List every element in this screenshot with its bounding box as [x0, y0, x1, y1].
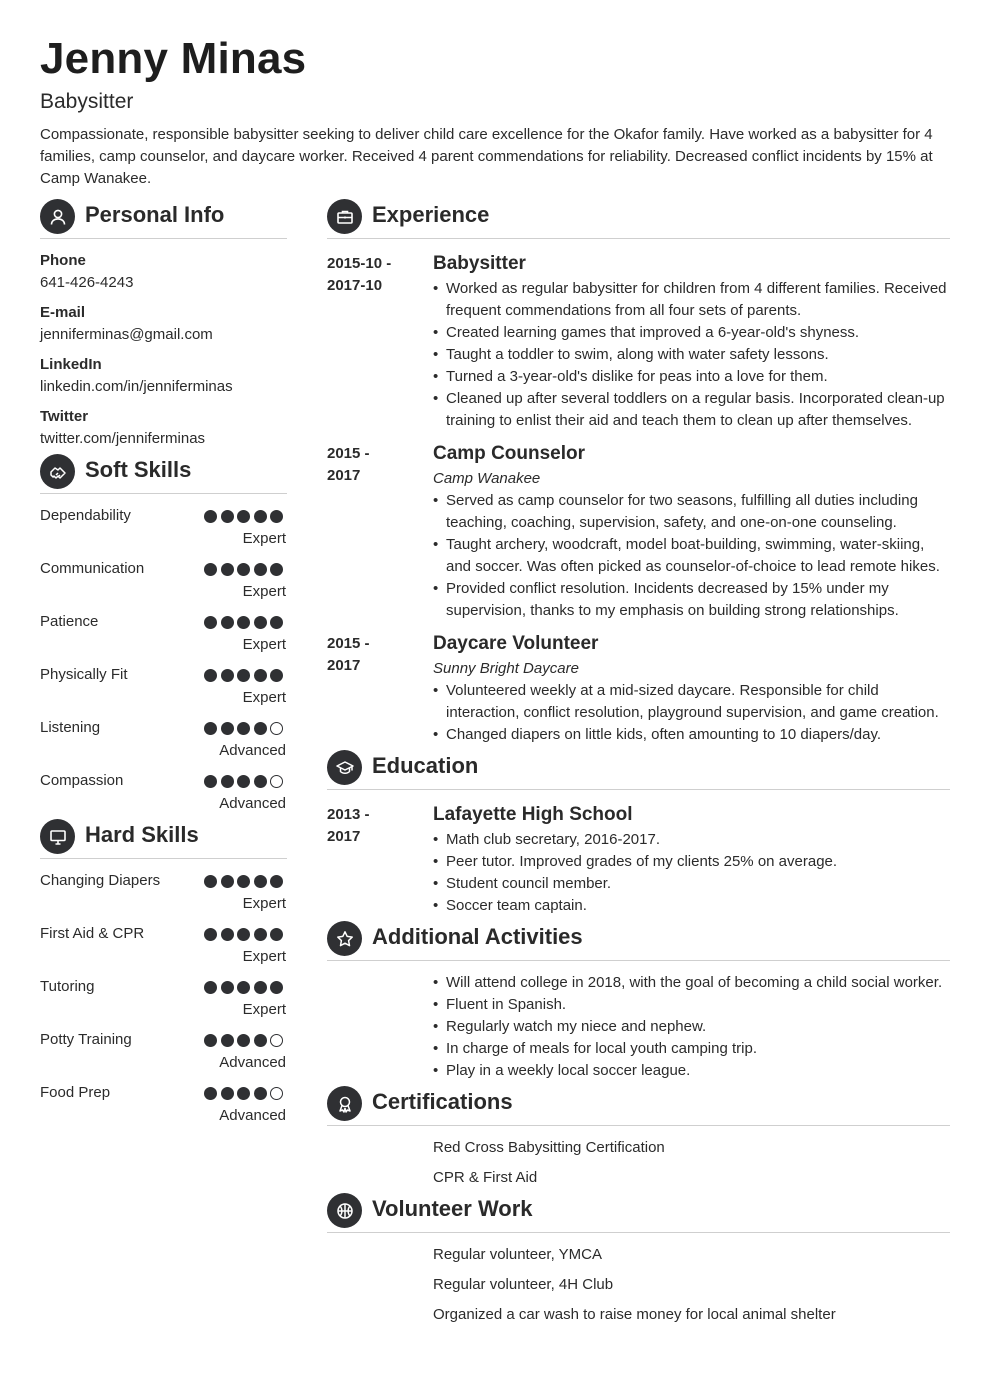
list-item: • In charge of meals for local youth camping trip. [433, 1038, 953, 1060]
phone-label: Phone [40, 252, 86, 269]
list-item: • Worked as regular babysitter for children from 4 different families. Received frequent commendations from all four sets of parents. [433, 278, 953, 322]
skill-level: Expert [242, 1001, 286, 1018]
skill-name: First Aid & CPR [40, 925, 145, 942]
rating-dot-filled [221, 563, 234, 576]
skill-rating [204, 981, 283, 994]
rating-dot-filled [237, 669, 250, 682]
monitor-icon [40, 819, 75, 854]
job-date-end: 2017 [327, 467, 361, 484]
rating-dot-filled [254, 775, 267, 788]
rating-dot-filled [254, 928, 267, 941]
skill-rating [204, 722, 283, 735]
list-item: • Math club secretary, 2016-2017. [433, 829, 953, 851]
skill-level: Expert [242, 689, 286, 706]
rating-dot-filled [221, 616, 234, 629]
rating-dot-filled [221, 875, 234, 888]
skill-rating [204, 669, 283, 682]
education-date-start: 2013 - [327, 806, 370, 823]
hard-skills-title: Hard Skills [85, 822, 199, 847]
candidate-name: Jenny Minas [40, 34, 307, 83]
rating-dot-filled [237, 722, 250, 735]
rating-dot-filled [254, 875, 267, 888]
skill-rating [204, 775, 283, 788]
rating-dot-filled [270, 563, 283, 576]
skill-rating [204, 1034, 283, 1047]
rating-dot-filled [237, 981, 250, 994]
rating-dot-empty [270, 1034, 283, 1047]
volunteer-title: Volunteer Work [372, 1196, 533, 1221]
education-date-end: 2017 [327, 828, 361, 845]
certification-item: CPR & First Aid [433, 1169, 538, 1186]
summary-paragraph: Compassionate, responsible babysitter seeking to deliver child care excellence for the Okafor family. Have worked as a babysitter for 4 families, camp counselor, and daycare worker. Received 4 parent commendations for reliability. Decreased conflict incidents by 15% at Camp Wanakee. [40, 126, 933, 187]
company-name: Sunny Bright Daycare [433, 660, 579, 677]
rating-dot-filled [237, 510, 250, 523]
rating-dot-filled [270, 616, 283, 629]
education-date [327, 804, 370, 848]
twitter-label: Twitter [40, 408, 89, 425]
phone-value[interactable]: 641-426-4243 [40, 274, 134, 291]
education-bullets [433, 829, 953, 917]
list-item: • Peer tutor. Improved grades of my clients 25% on average. [433, 851, 953, 873]
rating-dot-filled [237, 928, 250, 941]
certification-item: Red Cross Babysitting Certification [433, 1139, 665, 1156]
skill-level: Advanced [219, 1054, 286, 1071]
basketball-icon [327, 1193, 362, 1228]
email-label: E-mail [40, 304, 86, 321]
rating-dot-filled [204, 1034, 217, 1047]
experience-header [327, 199, 950, 239]
rating-dot-filled [237, 775, 250, 788]
skill-level: Expert [242, 948, 286, 965]
rating-dot-filled [270, 510, 283, 523]
rating-dot-filled [204, 775, 217, 788]
rating-dot-filled [270, 928, 283, 941]
job-date-start: 2015-10 - [327, 255, 392, 272]
rating-dot-filled [204, 1087, 217, 1100]
personal-info-title: Personal Info [85, 202, 225, 227]
skill-rating [204, 1087, 283, 1100]
rating-dot-filled [204, 510, 217, 523]
rating-dot-filled [221, 669, 234, 682]
job-bullets [433, 278, 953, 432]
rating-dot-filled [237, 1087, 250, 1100]
rating-dot-filled [204, 722, 217, 735]
school-name: Lafayette High School [433, 804, 633, 825]
rating-dot-filled [254, 722, 267, 735]
job-date [327, 633, 370, 677]
certifications-title: Certifications [372, 1089, 513, 1114]
rating-dot-filled [237, 1034, 250, 1047]
activities-bullets [433, 972, 953, 1082]
rating-dot-filled [204, 928, 217, 941]
skill-name: Listening [40, 719, 101, 736]
rating-dot-filled [254, 1034, 267, 1047]
job-date-start: 2015 - [327, 445, 370, 462]
activities-title: Additional Activities [372, 924, 583, 949]
skill-level: Advanced [219, 1107, 286, 1124]
rating-dot-filled [254, 563, 267, 576]
rating-dot-filled [254, 981, 267, 994]
star-icon [327, 921, 362, 956]
list-item: • Will attend college in 2018, with the goal of becoming a child social worker. [433, 972, 953, 994]
list-item: • Regularly watch my niece and nephew. [433, 1016, 953, 1038]
rating-dot-filled [270, 669, 283, 682]
rating-dot-empty [270, 722, 283, 735]
email-value[interactable]: jenniferminas@gmail.com [40, 326, 213, 343]
skill-rating [204, 616, 283, 629]
company-name: Camp Wanakee [433, 470, 541, 487]
rating-dot-filled [221, 775, 234, 788]
rating-dot-empty [270, 1087, 283, 1100]
rating-dot-filled [204, 563, 217, 576]
skill-rating [204, 928, 283, 941]
activities-header [327, 921, 950, 961]
graduation-cap-icon [327, 750, 362, 785]
job-date-start: 2015 - [327, 635, 370, 652]
volunteer-item: Regular volunteer, 4H Club [433, 1276, 614, 1293]
linkedin-label: LinkedIn [40, 356, 102, 373]
skill-name: Physically Fit [40, 666, 128, 683]
soft-skills-header [40, 454, 287, 494]
rating-dot-filled [221, 510, 234, 523]
rating-dot-filled [237, 875, 250, 888]
skill-level: Advanced [219, 795, 286, 812]
rating-dot-filled [270, 875, 283, 888]
list-item: • Fluent in Spanish. [433, 994, 953, 1016]
skill-level: Expert [242, 583, 286, 600]
job-bullets [433, 490, 953, 622]
list-item: • Provided conflict resolution. Incidents decreased by 15% under my supervision, thanks to my emphasis on building strong relationships. [433, 578, 953, 622]
rating-dot-filled [221, 928, 234, 941]
handshake-icon [40, 454, 75, 489]
skill-rating [204, 510, 283, 523]
award-ribbon-icon [327, 1086, 362, 1121]
rating-dot-filled [237, 563, 250, 576]
job-title-header: Babysitter [40, 90, 134, 113]
rating-dot-filled [204, 669, 217, 682]
certifications-header [327, 1086, 950, 1126]
rating-dot-filled [204, 981, 217, 994]
list-item: • Taught a toddler to swim, along with water safety lessons. [433, 344, 953, 366]
skill-rating [204, 563, 283, 576]
job-date [327, 443, 370, 487]
job-date [327, 253, 391, 297]
rating-dot-filled [254, 669, 267, 682]
rating-dot-filled [204, 616, 217, 629]
list-item: • Created learning games that improved a 6-year-old's shyness. [433, 322, 953, 344]
education-title: Education [372, 753, 479, 778]
briefcase-icon [327, 199, 362, 234]
job-title: Camp Counselor [433, 443, 586, 464]
rating-dot-filled [254, 1087, 267, 1100]
list-item: • Soccer team captain. [433, 895, 953, 917]
twitter-value[interactable]: twitter.com/jenniferminas [40, 430, 206, 447]
skill-name: Potty Training [40, 1031, 132, 1048]
rating-dot-filled [254, 510, 267, 523]
job-title: Daycare Volunteer [433, 633, 599, 654]
skill-name: Tutoring [40, 978, 95, 995]
skill-level: Expert [242, 636, 286, 653]
skill-level: Advanced [219, 742, 286, 759]
rating-dot-filled [270, 981, 283, 994]
rating-dot-filled [221, 1087, 234, 1100]
skill-name: Dependability [40, 507, 131, 524]
list-item: • Volunteered weekly at a mid-sized daycare. Responsible for child interaction, conflict resolution, playground supervision, and game creation. [433, 680, 953, 724]
list-item: • Cleaned up after several toddlers on a regular basis. Incorporated clean-up training to enlist their aid and teach them to clean up after themselves. [433, 388, 953, 432]
rating-dot-filled [221, 981, 234, 994]
skill-name: Changing Diapers [40, 872, 161, 889]
rating-dot-filled [254, 616, 267, 629]
job-date-end: 2017-10 [327, 277, 383, 294]
list-item: • Turned a 3-year-old's dislike for peas into a love for them. [433, 366, 953, 388]
rating-dot-filled [204, 875, 217, 888]
volunteer-header [327, 1193, 950, 1233]
list-item: • Served as camp counselor for two seasons, fulfilling all duties including teaching, coaching, supervision, safety, and one-on-one counseling. [433, 490, 953, 534]
list-item: • Taught archery, woodcraft, model boat-building, swimming, water-skiing, and soccer. Was often picked as counselor-of-choice to lead remote hikes. [433, 534, 953, 578]
list-item: • Student council member. [433, 873, 953, 895]
skill-name: Food Prep [40, 1084, 111, 1101]
volunteer-item: Regular volunteer, YMCA [433, 1246, 602, 1263]
user-icon [40, 199, 75, 234]
skill-rating [204, 875, 283, 888]
skill-level: Expert [242, 895, 286, 912]
job-date-end: 2017 [327, 657, 361, 674]
rating-dot-filled [237, 616, 250, 629]
list-item: • Changed diapers on little kids, often amounting to 10 diapers/day. [433, 724, 953, 746]
skill-level: Expert [242, 530, 286, 547]
job-bullets [433, 680, 953, 746]
volunteer-item: Organized a car wash to raise money for local animal shelter [433, 1306, 836, 1323]
education-header [327, 750, 950, 790]
skill-name: Patience [40, 613, 99, 630]
skill-name: Communication [40, 560, 145, 577]
hard-skills-header [40, 819, 287, 859]
rating-dot-empty [270, 775, 283, 788]
skill-name: Compassion [40, 772, 124, 789]
rating-dot-filled [221, 1034, 234, 1047]
list-item: • Play in a weekly local soccer league. [433, 1060, 953, 1082]
soft-skills-title: Soft Skills [85, 457, 192, 482]
linkedin-value[interactable]: linkedin.com/in/jenniferminas [40, 378, 233, 395]
personal-info-header [40, 199, 287, 239]
experience-title: Experience [372, 202, 490, 227]
job-title: Babysitter [433, 253, 526, 274]
rating-dot-filled [221, 722, 234, 735]
